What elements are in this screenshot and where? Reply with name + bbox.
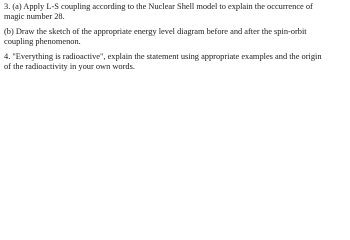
question-3a [4,2,346,22]
question-3a-line-2: magic number 28. [4,12,65,21]
question-3b-line-1: (b) Draw the sketch of the appropriate energy level diagram before and after the spin-orbit [4,27,307,36]
question-4 [4,52,346,72]
question-4-line-1: 4. "Everything is radioactive", explain the statement using appropriate examples and the origin [4,52,322,61]
question-3a-line-1: 3. (a) Apply L-S coupling according to the Nuclear Shell model to explain the occurrence of [4,2,313,11]
question-3b [4,27,346,47]
question-3b-line-2: coupling phenomenon. [4,37,81,46]
document-page [0,0,350,78]
question-4-line-2: of the radioactivity in your own words. [4,62,135,71]
